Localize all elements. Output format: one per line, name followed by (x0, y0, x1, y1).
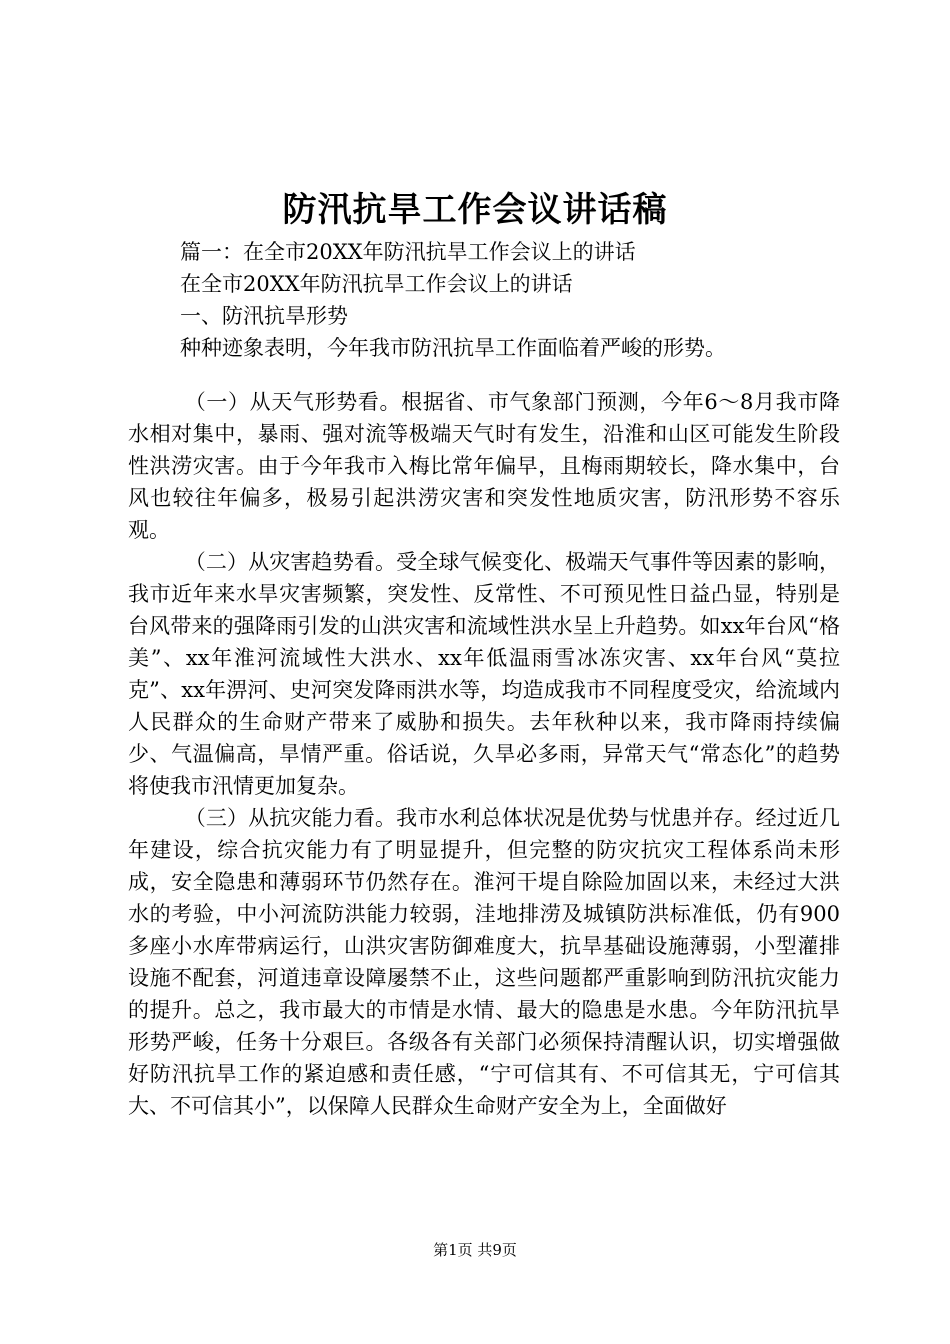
section-lead-sentence: 种种迹象表明，今年我市防汛抗旱工作面临着严峻的形势。 (180, 336, 726, 360)
paragraph-weather: （一）从天气形势看。根据省、市气象部门预测，今年6～8月我市降水相对集中，暴雨、强对流等极端天气时有发生，沿淮和山区可能发生阶段性洪涝灾害。由于今年我市入梅比常年偏早，且梅雨期较长，降水集中，台风也较往年偏多，极易引起洪涝灾害和突发性地质灾害，防汛形势不容乐观。 (128, 390, 840, 542)
document-title: 防汛抗旱工作会议讲话稿 (282, 190, 668, 230)
paragraph-disaster-trend: （二）从灾害趋势看。受全球气候变化、极端天气事件等因素的影响，我市近年来水旱灾害频繁，突发性、反常性、不可预见性日益凸显，特别是台风带来的强降雨引发的山洪灾害和流域性洪水呈上升趋势。如xx年台风“格美”、xx年淮河流域性大洪水、xx年低温雨雪冰冻灾害、xx年台风“莫拉克”、xx年淠河、史河突发降雨洪水等，均造成我市不同程度受灾，给流域内人民群众的生命财产带来了威胁和损失。去年秋种以来，我市降雨持续偏少、气温偏高，旱情严重。俗话说，久旱必多雨，异常天气“常态化”的趋势将使我市汛情更加复杂。 (128, 550, 840, 798)
page-number: 第1页 共9页 (433, 1241, 517, 1259)
speech-subtitle: 在全市20XX年防汛抗旱工作会议上的讲话 (180, 272, 573, 296)
article-heading: 篇一：在全市20XX年防汛抗旱工作会议上的讲话 (180, 240, 636, 264)
paragraph-resilience: （三）从抗灾能力看。我市水利总体状况是优势与忧患并存。经过近几年建设，综合抗灾能力有了明显提升，但完整的防灾抗灾工程体系尚未形成，安全隐患和薄弱环节仍然存在。淮河干堤自除险加固以来，未经过大洪水的考验，中小河流防洪能力较弱，洼地排涝及城镇防洪标准低，仍有900多座小水库带病运行，山洪灾害防御难度大，抗旱基础设施薄弱，小型灌排设施不配套，河道违章设障屡禁不止，这些问题都严重影响到防汛抗灾能力的提升。总之，我市最大的市情是水情、最大的隐患是水患。今年防汛抗旱形势严峻，任务十分艰巨。各级各有关部门必须保持清醒认识，切实增强做好防汛抗旱工作的紧迫感和责任感，“宁可信其有、不可信其无，宁可信其大、不可信其小”，以保障人民群众生命财产安全为上，全面做好 (128, 806, 840, 1118)
section-heading: 一、防汛抗旱形势 (180, 304, 348, 328)
body-text (128, 386, 840, 1122)
